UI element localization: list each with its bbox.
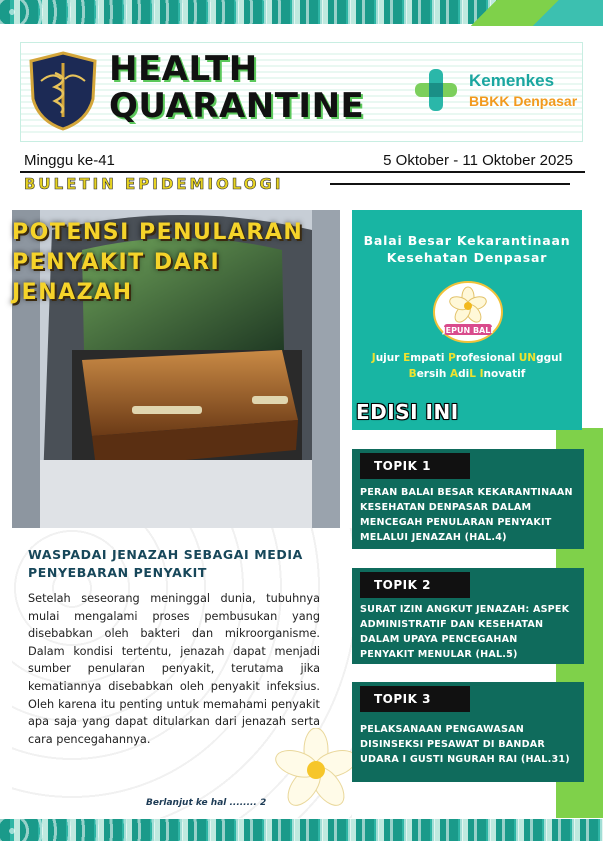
value-rest: rofesional [455, 352, 519, 364]
institution-name: Balai Besar Kekarantinaan Kesehatan Denpasar [363, 233, 571, 265]
value-initial: A [449, 368, 459, 380]
value-initial: B [408, 368, 417, 380]
article-panel [12, 528, 352, 818]
value-initial: J [371, 352, 376, 364]
topic-2-box[interactable] [352, 568, 584, 664]
week-number: Minggu ke-41 [24, 152, 115, 169]
topic-2-text: SURAT IZIN ANGKUT JENAZAH: ASPEK ADMINISTRATIF DAN KESEHATAN DALAM UPAYA PENCEGAHAN PENYAKIT MENULAR (HAL.5) [360, 604, 570, 660]
article-body: Setelah seseorang meninggal dunia, tubuhnya mulai mengalami proses pembusukan yang disebabkan oleh bakteri dan mikroorganisme. Dalam kondisi tertentu, jenazah dapat menjadi sumber penularan penyakit, terutama jika kematiannya disebabkan oleh penyakit infeksius. Oleh karena itu penting untuk memahami penyakit apa saja yang dapat ditularkan dari jenazah serta cara pencegahannya. [28, 592, 320, 746]
core-values-line-1 [352, 350, 582, 366]
topic-2-tag: TOPIK 2 [360, 572, 470, 598]
header-rule [20, 171, 585, 173]
bottom-decorative-border [0, 819, 603, 841]
article-title: WASPADAI JENAZAH SEBAGAI MEDIA PENYEBARAN PENYAKIT [28, 547, 303, 580]
date-period: 5 Oktober - 11 Oktober 2025 [383, 152, 573, 169]
cover-headline: POTENSI PENULARAN PENYAKIT DARI JENAZAH [12, 220, 304, 305]
continued-note: Berlanjut ke hal ........ 2 [146, 798, 267, 808]
value-rest: ersih [416, 368, 450, 380]
title-line-1: HEALTH [109, 49, 258, 89]
masthead [20, 42, 583, 142]
svg-text:JEPUN BALI: JEPUN BALI [442, 326, 494, 335]
value-rest: mpati [410, 352, 449, 364]
bulletin-rule [330, 183, 570, 185]
top-accent-shape [453, 0, 603, 26]
value-initial: I [479, 368, 484, 380]
edition-heading: EDISI INI [356, 400, 459, 424]
jepun-bali-logo-icon [430, 280, 506, 344]
bulletin-label: BULETIN EPIDEMIOLOGI [24, 175, 284, 193]
value-rest: di [458, 368, 470, 380]
topic-1-box[interactable] [352, 449, 584, 549]
value-rest: novatif [483, 368, 526, 380]
value-initial: P [448, 352, 456, 364]
topic-3-text: PELAKSANAAN PENGAWASAN DISINSEKSI PESAWAT DI BANDAR UDARA I GUSTI NGURAH RAI (HAL.31) [360, 724, 570, 765]
title-line-2: QUARANTINE [109, 86, 365, 126]
value-rest: ujur [375, 352, 404, 364]
org-name: Kemenkes [469, 71, 555, 90]
value-initial: L [469, 368, 476, 380]
institution-box [352, 210, 582, 430]
topic-3-tag: TOPIK 3 [360, 686, 470, 712]
value-initial: UN [518, 352, 537, 364]
quarantine-emblem-icon [27, 51, 99, 131]
topic-1-tag: TOPIK 1 [360, 453, 470, 479]
core-values-line-2 [352, 366, 582, 382]
topic-1-text: PERAN BALAI BESAR KEKARANTINAAN KESEHATAN DENPASAR DALAM MENCEGAH PENULARAN PENYAKIT MELALUI JENAZAH (HAL.4) [360, 487, 573, 543]
frangipani-flower-icon [274, 728, 358, 812]
kemenkes-logo-icon [411, 67, 461, 113]
value-rest: ggul [536, 352, 563, 364]
topic-3-box[interactable] [352, 682, 584, 782]
core-values [352, 350, 582, 382]
publication-title [109, 51, 364, 125]
org-unit: BBKK Denpasar [469, 93, 578, 109]
value-initial: E [403, 352, 411, 364]
